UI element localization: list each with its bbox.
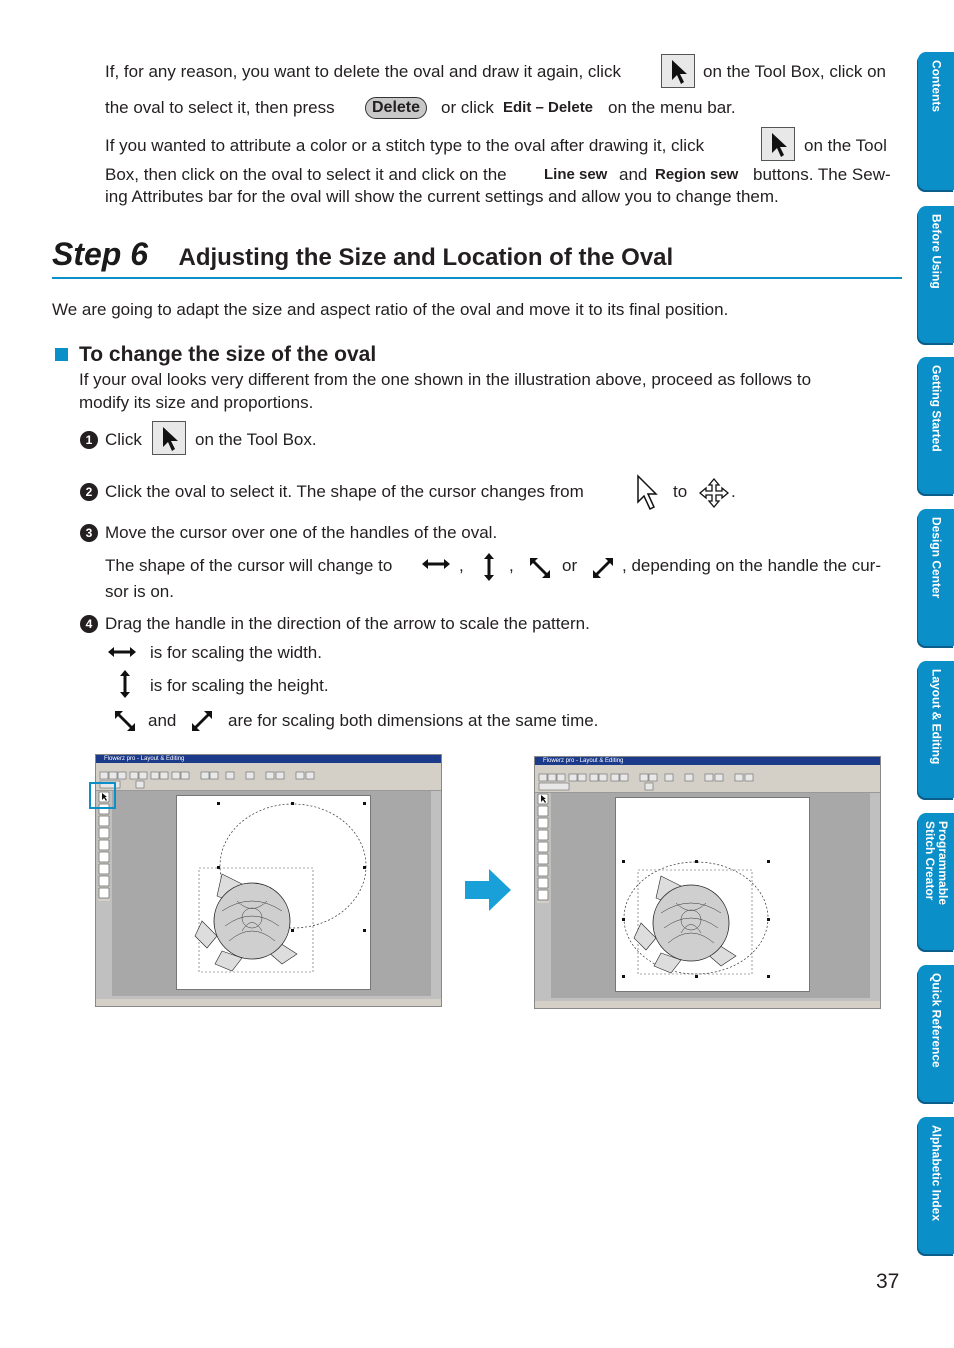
section-title: To change the size of the oval <box>79 343 377 366</box>
diagonal-resize-nwse-icon <box>528 556 552 580</box>
tab-design-center[interactable] <box>918 509 954 646</box>
step-number-4: 4 <box>80 615 98 633</box>
step3-comma-1: , <box>459 556 464 575</box>
page-number: 37 <box>876 1270 900 1293</box>
rose-design-after <box>616 798 809 991</box>
intro-text-2e: ing Attributes bar for the oval will show the current settings and allow you to change them. <box>105 187 779 206</box>
design-page <box>176 795 371 990</box>
section-desc-1: If your oval looks very different from the one shown in the illustration above, proceed as follows to <box>79 370 812 389</box>
intro-text-2d: buttons. The Sew- <box>753 165 891 184</box>
menu-edit-delete: Edit – Delete <box>503 99 594 116</box>
window-title: Flowerz pro - Layout & Editing <box>543 758 624 764</box>
tab-layout-editing[interactable] <box>918 661 954 798</box>
select-tool-button-image <box>761 127 795 161</box>
heading-rule <box>52 277 902 279</box>
step1-text-b: on the Tool Box. <box>195 430 317 449</box>
arrow-cursor-icon <box>769 132 789 158</box>
step3-comma-2: , <box>509 556 514 575</box>
step3-detail-b: , depending on the handle the cur- <box>622 556 881 575</box>
horizontal-resize-icon <box>107 645 137 659</box>
section-desc-2: modify its size and proportions. <box>79 393 314 412</box>
tab-label: Quick Reference <box>929 973 944 1068</box>
toolbox <box>537 793 549 903</box>
diagonal-resize-nesw-icon <box>190 709 214 733</box>
delete-key: Delete <box>365 97 427 119</box>
step2-text-a: Click the oval to select it. The shape of the cursor changes from <box>105 482 584 501</box>
step-number-2: 2 <box>80 483 98 501</box>
select-tool-button-image <box>152 421 186 455</box>
line-sew-label: Line sew <box>544 166 608 183</box>
tab-label: Alphabetic Index <box>929 1125 944 1222</box>
intro-text-2a: If you wanted to attribute a color or a stitch type to the oval after drawing it, click <box>105 136 705 155</box>
tab-label: Layout & Editing <box>929 669 944 765</box>
tab-label: Getting Started <box>929 365 944 452</box>
horizontal-resize-icon <box>421 557 451 571</box>
arrow-cursor-icon <box>669 59 689 85</box>
step-title: Adjusting the Size and Location of the Oval <box>178 244 674 271</box>
tab-programmable-stitch-creator[interactable] <box>918 813 954 950</box>
region-sew-label: Region sew <box>655 166 739 183</box>
menubar <box>535 765 880 772</box>
section-bullet-icon <box>55 348 68 361</box>
tab-label: Contents <box>929 60 944 112</box>
diagonal-resize-nwse-icon <box>113 709 137 733</box>
step-number-1: 1 <box>80 431 98 449</box>
rose-design-before <box>177 796 370 989</box>
intro-text-2c: Box, then click on the oval to select it and click on the <box>105 165 507 184</box>
tab-getting-started[interactable] <box>918 357 954 494</box>
step2-text-c: . <box>731 482 736 501</box>
design-page <box>615 797 810 992</box>
vertical-resize-icon <box>118 669 132 699</box>
tab-before-using[interactable] <box>918 206 954 343</box>
intro-text-1b: on the Tool Box, click on <box>703 62 887 81</box>
tab-label: Programmable Stitch Creator <box>923 821 950 906</box>
vertical-resize-icon <box>482 552 496 582</box>
tab-label: Before Using <box>929 214 944 289</box>
toolbar <box>96 770 441 791</box>
step-heading <box>52 236 673 273</box>
move-cursor-icon <box>698 477 730 509</box>
arrow-cursor-icon <box>160 426 180 452</box>
screenshot-before <box>95 754 442 1007</box>
step1-text-a: Click <box>105 430 142 449</box>
intro-text-1d: or click <box>441 98 494 117</box>
window-titlebar <box>96 755 441 763</box>
diagonal-resize-nesw-icon <box>591 556 615 580</box>
tab-quick-reference[interactable] <box>918 965 954 1102</box>
tab-contents[interactable] <box>918 52 954 190</box>
intro-and: and <box>619 165 648 184</box>
intro-text-1a: If, for any reason, you want to delete the oval and draw it again, click <box>105 62 621 81</box>
statusbar <box>96 999 441 1006</box>
tab-alphabetic-index[interactable] <box>918 1117 954 1254</box>
scaling-width-text: is for scaling the width. <box>150 643 322 662</box>
step2-text-b: to <box>673 482 688 501</box>
screenshot-after <box>534 756 881 1009</box>
tab-label: Design Center <box>929 517 944 599</box>
step3-detail-c: sor is on. <box>105 582 174 601</box>
step4-text-a: Drag the handle in the direction of the arrow to scale the pattern. <box>105 614 590 633</box>
toolbar <box>535 772 880 793</box>
scaling-height-text: is for scaling the height. <box>150 676 329 695</box>
step3-or: or <box>562 556 578 575</box>
step-label: Step 6 <box>52 236 149 272</box>
scaling-and: and <box>148 711 177 730</box>
step-number-3: 3 <box>80 524 98 542</box>
arrow-outline-cursor-icon <box>634 474 662 512</box>
window-titlebar <box>535 757 880 765</box>
intro-text-1e: on the menu bar. <box>608 98 736 117</box>
right-arrow-icon <box>463 867 513 913</box>
step3-text-a: Move the cursor over one of the handles of the oval. <box>105 523 498 542</box>
statusbar <box>535 1001 880 1008</box>
step-lead: We are going to adapt the size and aspect ratio of the oval and move it to its final position. <box>52 300 729 319</box>
intro-text-1c: the oval to select it, then press <box>105 98 335 117</box>
scaling-both-text: are for scaling both dimensions at the same time. <box>228 711 599 730</box>
select-tool-button-image <box>661 54 695 88</box>
select-tool-highlight <box>89 782 116 809</box>
intro-text-2b: on the Tool <box>804 136 887 155</box>
step3-detail-a: The shape of the cursor will change to <box>105 556 393 575</box>
menubar <box>96 763 441 770</box>
window-title: Flowerz pro - Layout & Editing <box>104 756 185 762</box>
